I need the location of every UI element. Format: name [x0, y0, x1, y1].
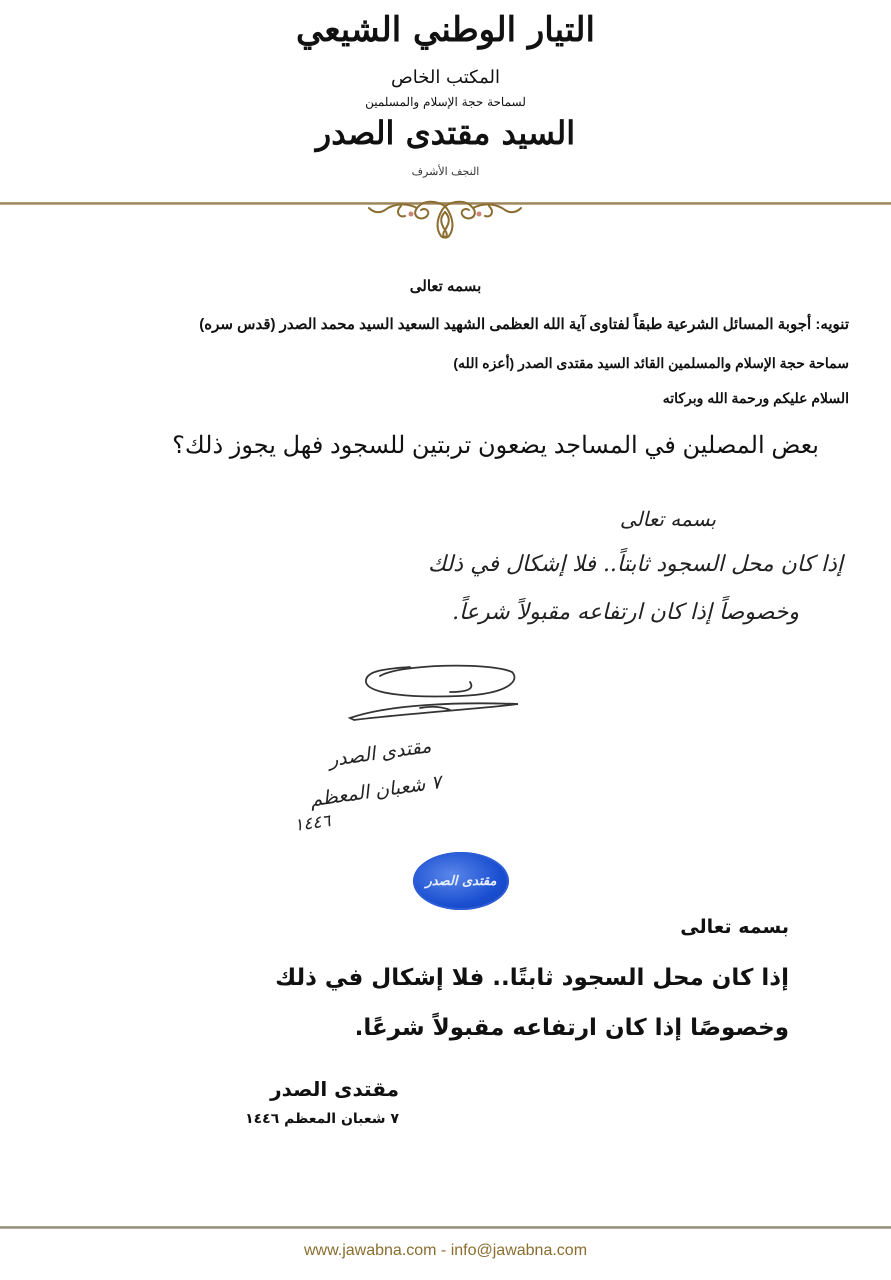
answer-line-1: إذا كان محل السجود ثابتًا.. فلا إشكال في ذلك	[275, 965, 789, 991]
letterhead-office: المكتب الخاص	[390, 67, 500, 88]
footer-contact: www.jawabna.com - info@jawabna.com	[303, 1242, 588, 1259]
signature-icon	[340, 660, 520, 726]
answer-date: ٧ شعبان المعظم ١٤٤٦	[245, 1111, 399, 1127]
answer-basmala: بسمه تعالى	[680, 916, 789, 938]
handwritten-basmala: بسمه تعالى	[619, 507, 716, 531]
request-notice: تنويه: أجوبة المسائل الشرعية طبقاً لفتاوى آية الله العظمى الشهيد السعيد السيد محمد الصدر (قدس سره)	[199, 316, 849, 333]
letterhead-name: السيد مقتدى الصدر	[315, 114, 576, 152]
request-greeting: السلام عليكم ورحمة الله وبركاته	[662, 390, 849, 406]
request-basmala: بسمه تعالى	[409, 278, 482, 295]
answer-signature: مقتدى الصدر	[270, 1077, 399, 1101]
handwritten-answer-line-2: وخصوصاً إذا كان ارتفاعه مقبولاً شرعاً.	[452, 600, 799, 625]
request-question: بعض المصلين في المساجد يضعون تربتين للسجود فهل يجوز ذلك؟	[172, 432, 819, 459]
ornament-icon	[365, 198, 525, 242]
handwritten-signature-date: ٧ شعبان المعظم	[308, 771, 443, 812]
letterhead-title: التيار الوطني الشيعي	[296, 10, 595, 50]
handwritten-answer-line-1: إذا كان محل السجود ثابتاً.. فلا إشكال في ذلك	[428, 552, 843, 577]
stamp-text: مقتدى الصدر	[425, 873, 497, 889]
footer-divider	[0, 1226, 891, 1229]
handwritten-signature-year: ١٤٤٦	[293, 811, 333, 836]
request-addressee: سماحة حجة الإسلام والمسلمين القائد السيد مقتدى الصدر (أعزه الله)	[453, 355, 849, 371]
handwritten-signature-name: مقتدى الصدر	[327, 735, 433, 772]
letterhead-city: النجف الأشرف	[411, 165, 480, 178]
official-stamp	[413, 852, 509, 910]
answer-line-2: وخصوصًا إذا كان ارتفاعه مقبولاً شرعًا.	[354, 1015, 789, 1041]
letterhead-honorific: لسماحة حجة الإسلام والمسلمين	[365, 95, 526, 109]
